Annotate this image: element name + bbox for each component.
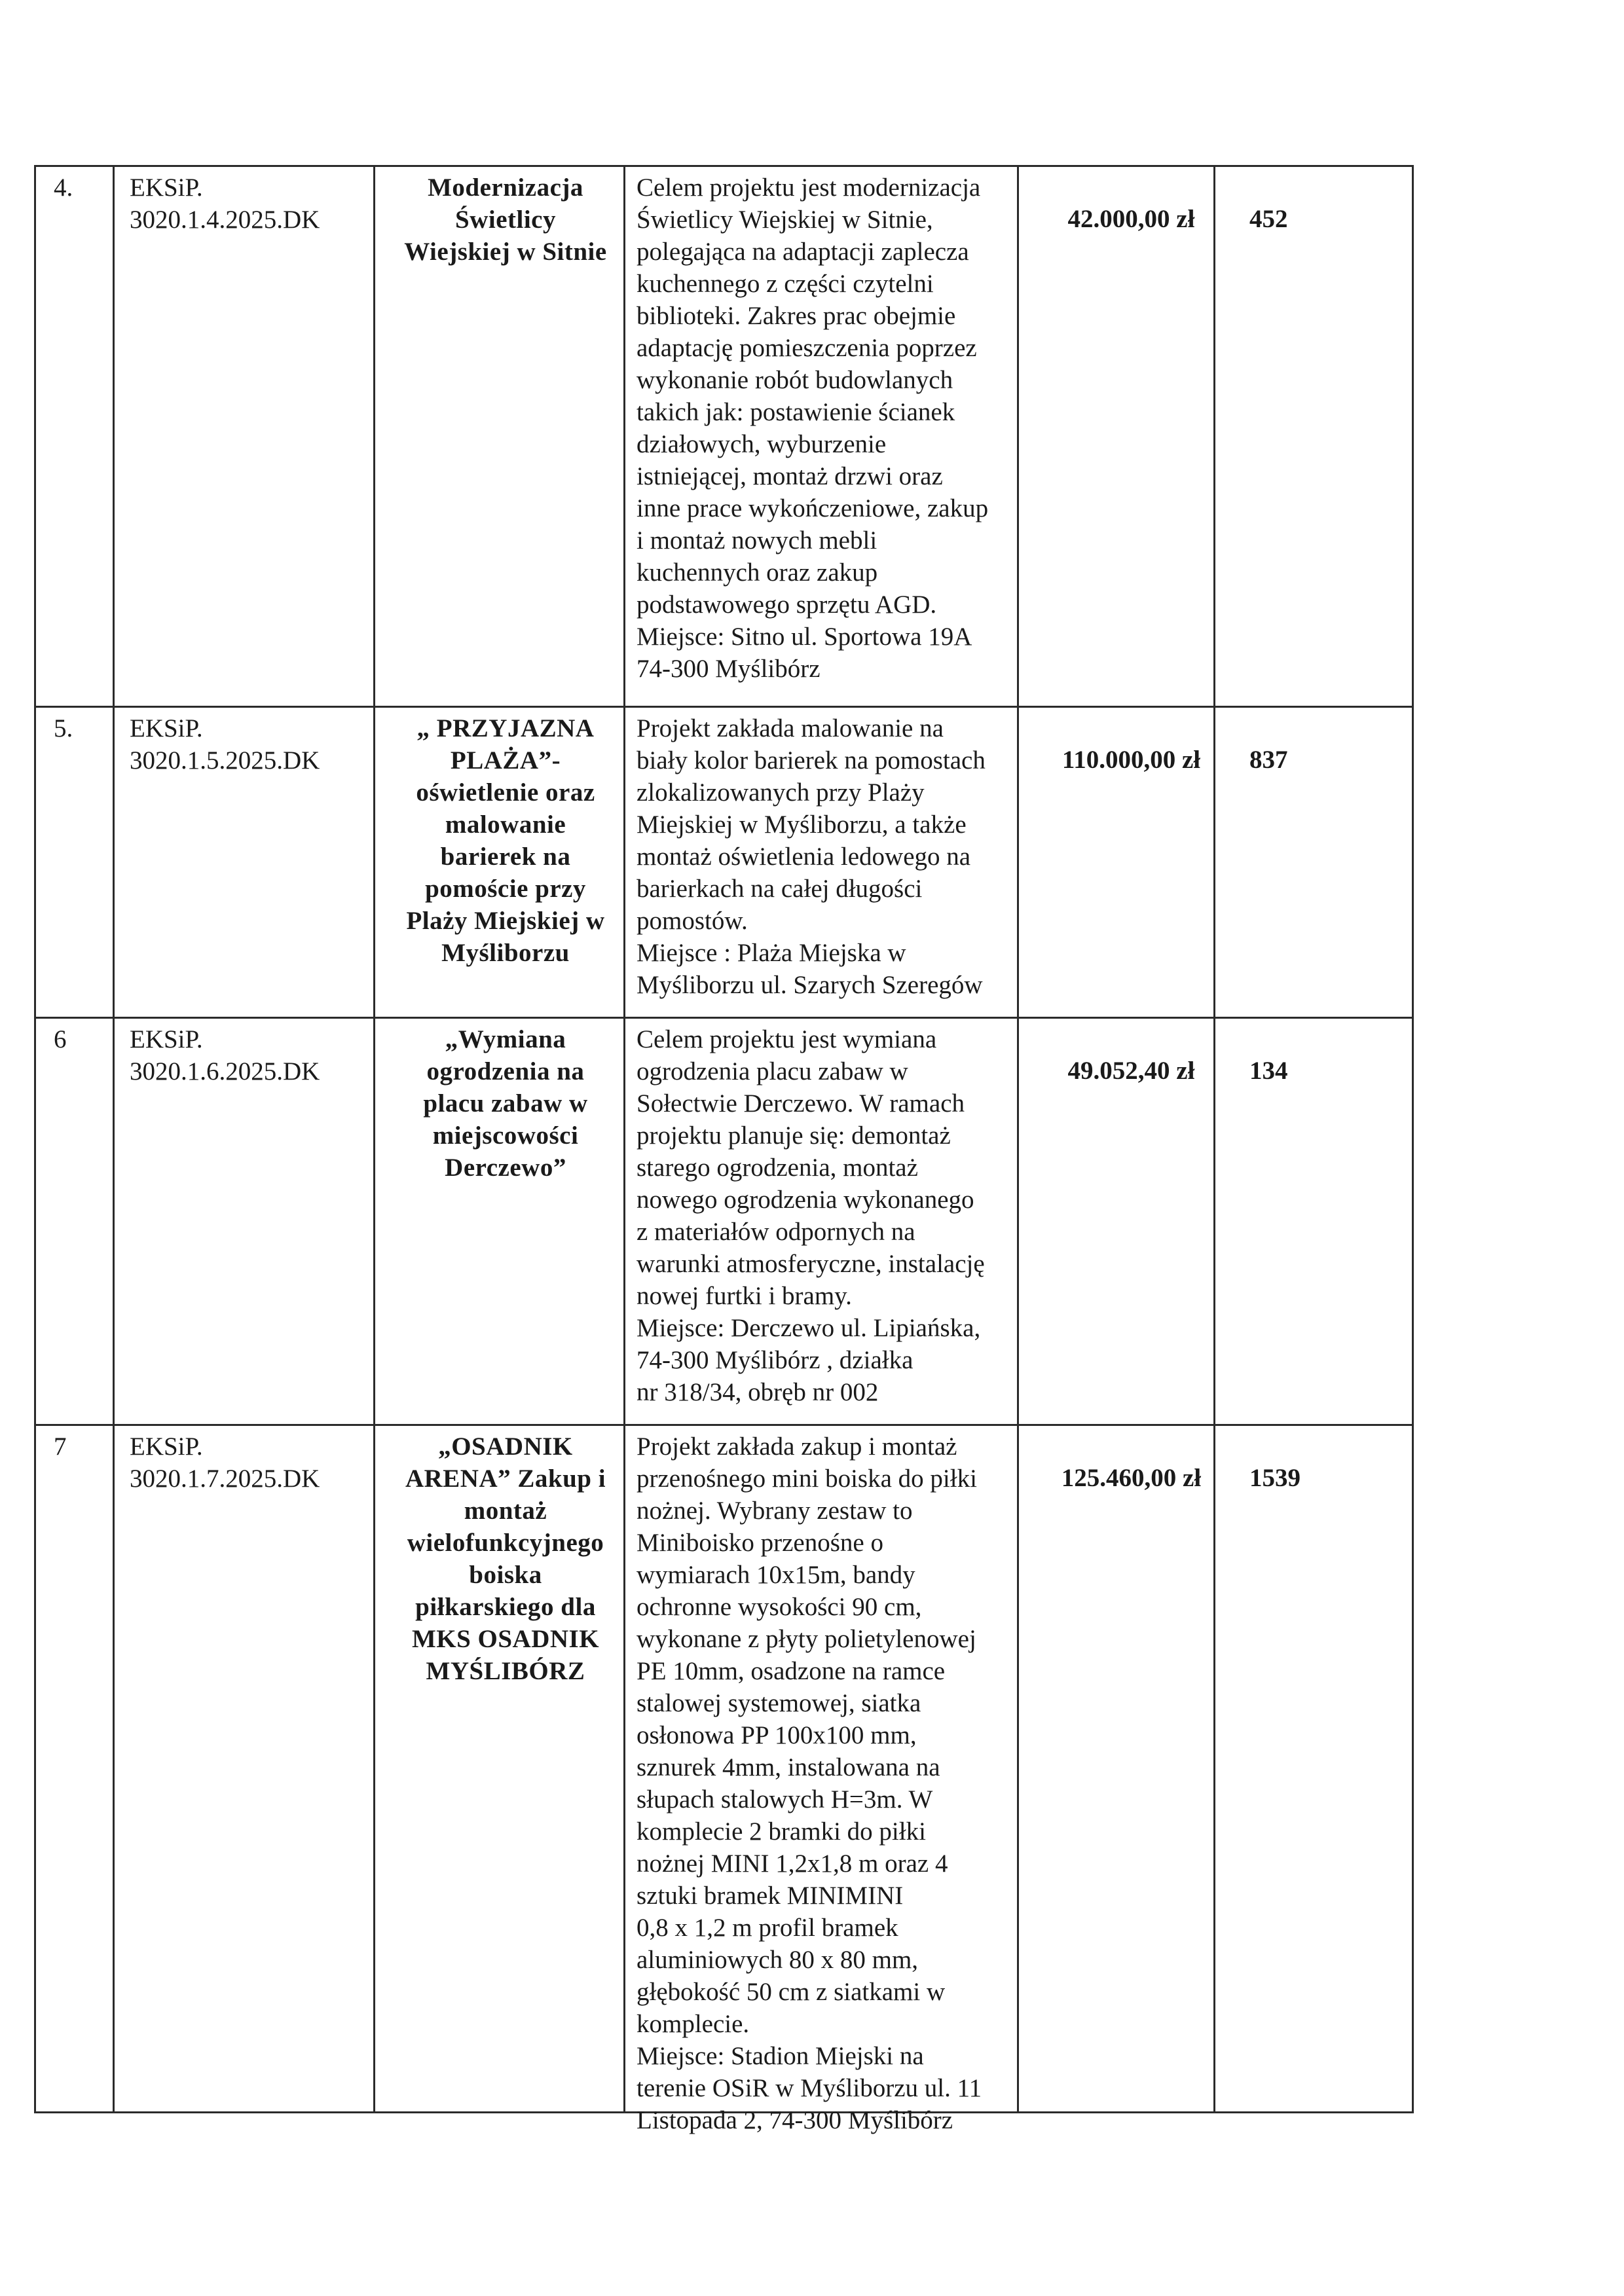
row-number: 4. — [54, 173, 73, 202]
project-title: „ PRZYJAZNA PLAŻA”- oświetlenie oraz malowanie barierek na pomoście przy Plaży Miejskiej w Myśliborzu — [406, 714, 605, 967]
row-divider — [34, 706, 1414, 708]
project-amount: 125.460,00 zł — [1061, 1464, 1202, 1492]
project-description: Celem projektu jest wymiana ogrodzenia placu zabaw w Sołectwie Derczewo. W ramach projektu planuje się: demontaż starego ogrodzenia, montaż nowego ogrodzenia wykonanego z materiałów odpornych na warunki atmosferyczne, instalację nowej furtki i bramy. Miejsce: Derczewo ul. Lipiańska, 74-300 Myślibórz , działka nr 318/34, obręb nr 002 — [637, 1025, 985, 1406]
project-title: „OSADNIK ARENA” Zakup i montaż wielofunkcyjnego boiska piłkarskiego dla MKS OSADNIK MYŚLIBÓRZ — [405, 1432, 606, 1685]
project-code: EKSiP. 3020.1.7.2025.DK — [130, 1432, 320, 1493]
project-amount: 42.000,00 zł — [1067, 205, 1195, 233]
row-number: 7 — [54, 1432, 67, 1461]
column-divider — [1213, 165, 1215, 2113]
vote-count: 452 — [1249, 205, 1288, 233]
table-border-right — [1412, 165, 1414, 2113]
project-description: Celem projektu jest modernizacja Świetlicy Wiejskiej w Sitnie, polegająca na adaptacji zaplecza kuchennego z części czytelni biblioteki. Zakres prac obejmie adaptację pomieszczenia poprzez wykonanie robót budowlanych takich jak: postawienie ścianek działowych, wyburzenie istniejącej, montaż drzwi oraz inne prace wykończeniowe, zakup i montaż nowych mebli kuchennych oraz zakup podstawowego sprzętu AGD. Miejsce: Sitno ul. Sportowa 19A 74-300 Myślibórz — [637, 173, 989, 683]
vote-count: 837 — [1249, 746, 1288, 774]
project-code: EKSiP. 3020.1.4.2025.DK — [130, 173, 320, 234]
project-title: „Wymiana ogrodzenia na placu zabaw w miejscowości Derczewo” — [423, 1025, 588, 1182]
row-number: 5. — [54, 714, 73, 742]
row-divider — [34, 1017, 1414, 1019]
vote-count: 134 — [1249, 1057, 1288, 1085]
row-divider — [34, 1424, 1414, 1426]
project-description: Projekt zakłada malowanie na biały kolor barierek na pomostach zlokalizowanych przy Plaży Miejskiej w Myśliborzu, a także montaż oświetlenia ledowego na barierkach na całej długości pomostów. Miejsce : Plaża Miejska w Myśliborzu ul. Szarych Szeregów — [637, 714, 986, 999]
project-code: EKSiP. 3020.1.6.2025.DK — [130, 1025, 320, 1085]
row-number: 6 — [54, 1025, 67, 1053]
column-divider — [113, 165, 115, 2113]
vote-count: 1539 — [1249, 1464, 1301, 1492]
project-code: EKSiP. 3020.1.5.2025.DK — [130, 714, 320, 774]
project-description: Projekt zakłada zakup i montaż przenośnego mini boiska do piłki nożnej. Wybrany zestaw to Miniboisko przenośne o wymiarach 10x15m, bandy ochronne wysokości 90 cm, wykonane z płyty polietylenowej PE 10mm, osadzone na ramce stalowej systemowej, siatka osłonowa PP 100x100 mm, sznurek 4mm, instalowana na słupach stalowych H=3m. W komplecie 2 bramki do piłki nożnej MINI 1,2x1,8 m oraz 4 sztuki bramek MINIMINI 0,8 x 1,2 m profil bramek aluminiowych 80 x 80 mm, głębokość 50 cm z siatkami w komplecie. Miejsce: Stadion Miejski na terenie OSiR w Myśliborzu ul. 11 Listopada 2, 74-300 Myślibórz — [637, 1432, 982, 2134]
project-amount: 49.052,40 zł — [1067, 1057, 1195, 1085]
table-border-left — [34, 165, 36, 2113]
project-amount: 110.000,00 zł — [1061, 746, 1201, 774]
project-title: Modernizacja Świetlicy Wiejskiej w Sitnie — [404, 173, 607, 266]
table-border-top — [34, 165, 1414, 167]
